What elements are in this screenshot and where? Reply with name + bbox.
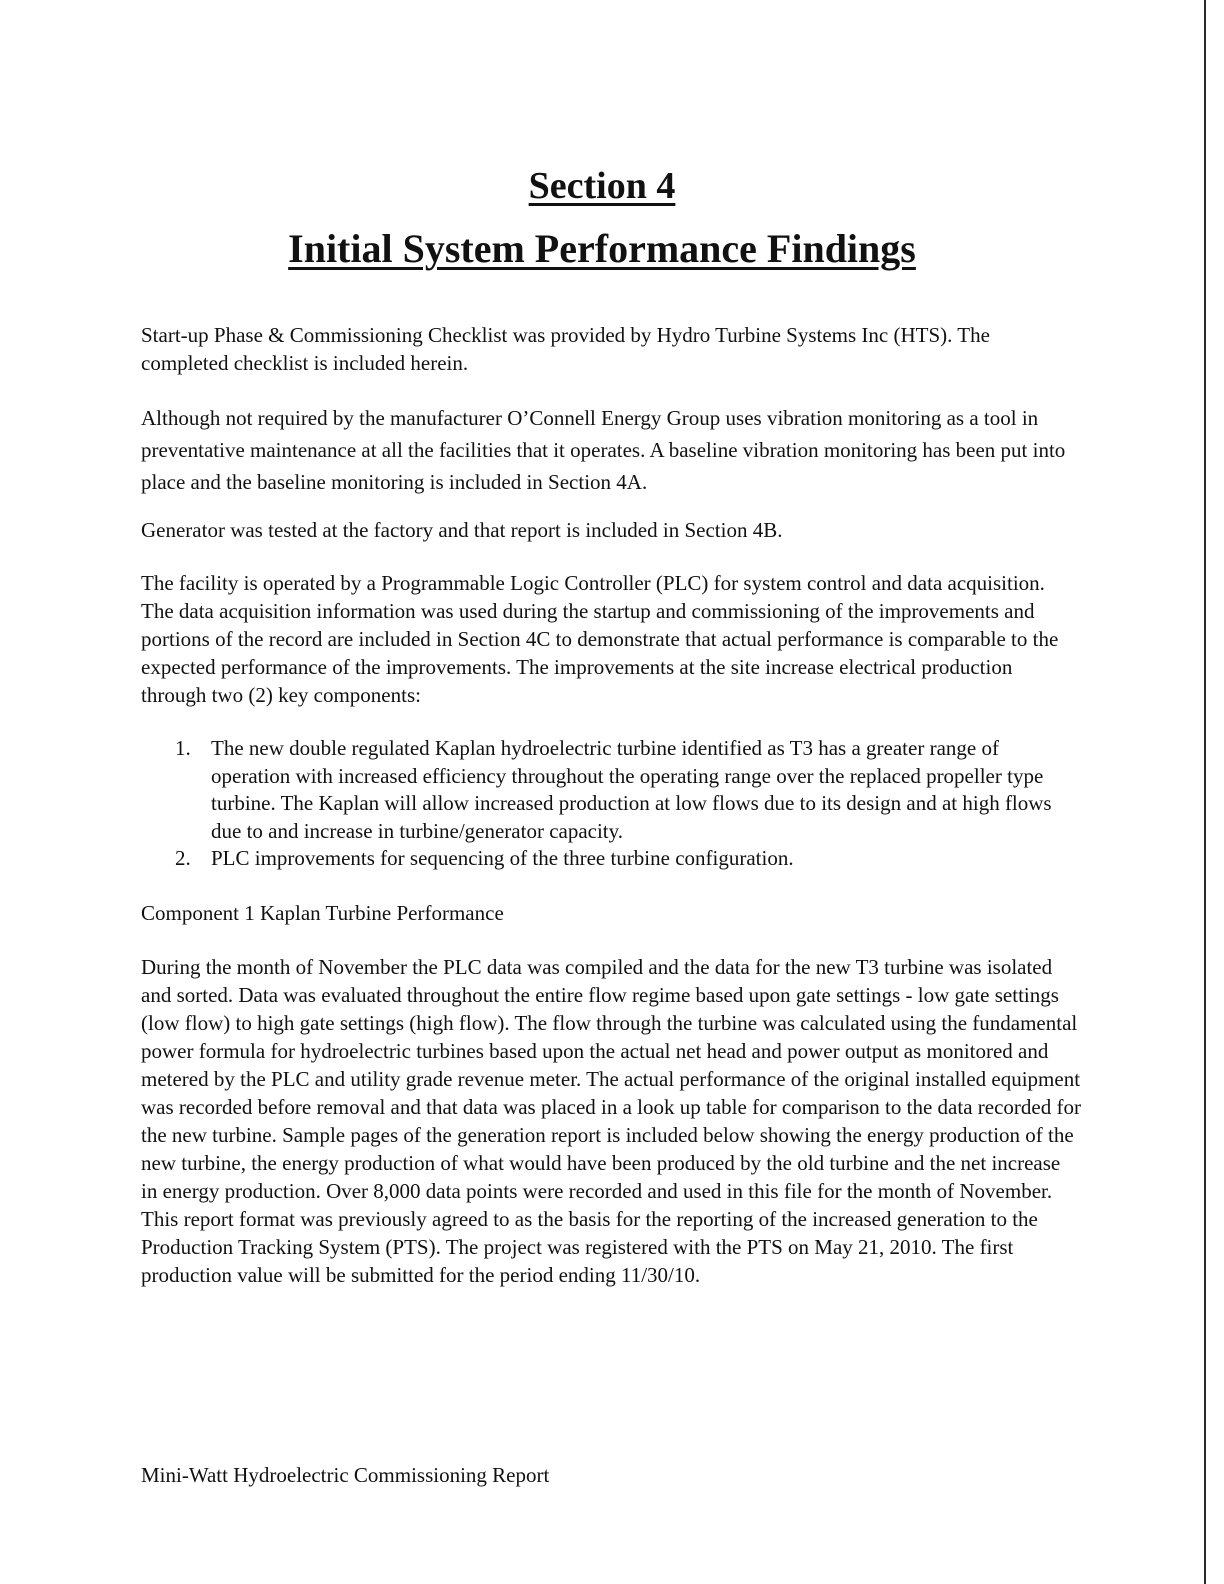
section-label: Section 4 xyxy=(528,165,676,207)
list-item-number: 1. xyxy=(175,736,191,760)
vibration-paragraph: Although not required by the manufacturer O’Connell Energy Group uses vibration monitoring as a tool in preventative maintenance at all the facilities that it operates. A baseline vibration monitoring has been put into place and the baseline monitoring is included in Section 4A. xyxy=(141,406,1066,494)
generator-paragraph: Generator was tested at the factory and that report is included in Section 4B. xyxy=(141,518,783,542)
list-item xyxy=(141,845,1081,873)
checklist-paragraph: Start-up Phase & Commissioning Checklist was provided by Hydro Turbine Systems Inc (HTS). The completed checklist is included herein. xyxy=(141,323,990,375)
footer-report-name: Mini-Watt Hydroelectric Commissioning Report xyxy=(141,1463,550,1487)
list-item-text: PLC improvements for sequencing of the three turbine configuration. xyxy=(211,846,794,870)
component-1-paragraph: During the month of November the PLC data was compiled and the data for the new T3 turbine was isolated and sorted. Data was evaluated throughout the entire flow regime based upon gate settings - low gate settings (low flow) to high gate settings (high flow). The flow through the turbine was calculated using the fundamental power formula for hydroelectric turbines based upon the actual net head and power output as monitored and metered by the PLC and utility grade revenue meter. The actual performance of the original installed equipment was recorded before removal and that data was placed in a look up table for comparison to the data recorded for the new turbine. Sample pages of the generation report is included below showing the energy production of the new turbine, the energy production of what would have been produced by the old turbine and the net increase in energy production. Over 8,000 data points were recorded and used in this file for the month of November. This report format was previously agreed to as the basis for the reporting of the increased generation to the Production Tracking System (PTS). The project was registered with the PTS on May 21, 2010. The first production value will be submitted for the period ending 11/30/10. xyxy=(141,955,1081,1287)
page-title: Initial System Performance Findings xyxy=(288,226,916,271)
list-item xyxy=(141,735,1081,845)
list-item-number: 2. xyxy=(175,846,191,870)
component-1-heading: Component 1 Kaplan Turbine Performance xyxy=(141,901,504,925)
components-list xyxy=(141,735,1081,873)
list-item-text: The new double regulated Kaplan hydroelectric turbine identified as T3 has a greater range of operation with increased efficiency throughout the operating range over the replaced propeller type turbine. The Kaplan will allow increased production at low flows due to its design and at high flows due to and increase in turbine/generator capacity. xyxy=(211,736,1052,843)
page-edge-line xyxy=(1204,0,1206,1584)
plc-paragraph: The facility is operated by a Programmable Logic Controller (PLC) for system control and data acquisition. The data acquisition information was used during the startup and commissioning of the improvements and portions of the record are included in Section 4C to demonstrate that actual performance is comparable to the expected performance of the improvements. The improvements at the site increase electrical production through two (2) key components: xyxy=(141,571,1059,707)
